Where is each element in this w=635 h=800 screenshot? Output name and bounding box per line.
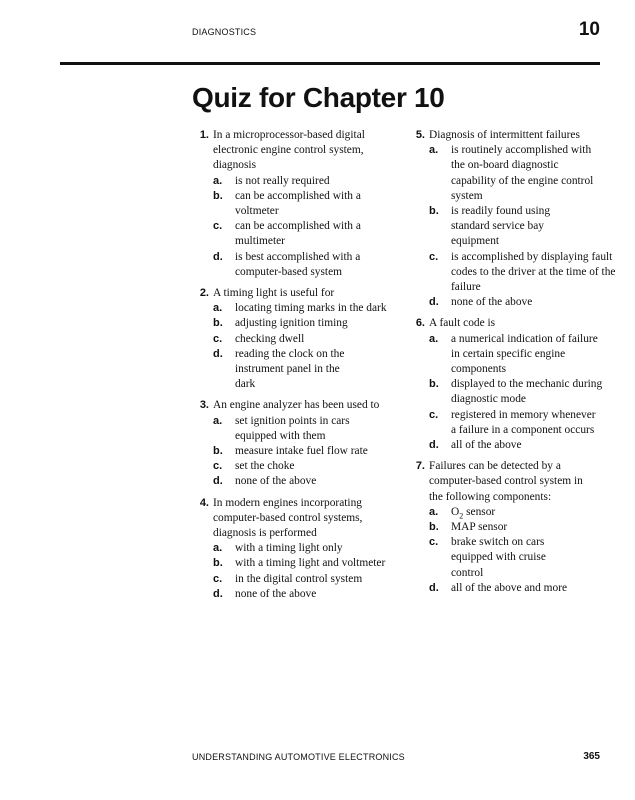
- answer-option: [429, 520, 589, 535]
- question-stem: Diagnosis of intermittent failures: [429, 129, 580, 141]
- quiz-column-left: [192, 128, 392, 608]
- option-letter: b.: [213, 445, 223, 458]
- question-number: 2.: [199, 287, 209, 300]
- option-text: with a timing light and voltmeter: [235, 557, 386, 570]
- option-text: locating timing marks in the dark: [235, 302, 387, 315]
- answer-option: [429, 535, 576, 581]
- question-3: [192, 398, 392, 489]
- option-letter: a.: [213, 414, 223, 427]
- option-text: none of the above: [451, 296, 533, 309]
- answer-option: [213, 250, 392, 280]
- option-letter: a.: [429, 505, 439, 518]
- option-text: adjusting ignition timing: [235, 317, 348, 330]
- question-stem: A timing light is useful for: [213, 287, 335, 300]
- answer-option: [429, 408, 601, 438]
- answer-option: [213, 572, 370, 587]
- answer-option: [213, 414, 392, 444]
- option-text: is readily found using standard service bay equipment: [451, 205, 551, 248]
- option-letter: d.: [213, 587, 223, 600]
- option-letter: d.: [213, 475, 223, 488]
- option-letter: b.: [429, 205, 439, 218]
- option-text: registered in memory whenever a failure in a component occurs: [451, 408, 596, 436]
- question-stem: A fault code is: [429, 317, 496, 330]
- option-text: can be accomplished with a multimeter: [235, 220, 361, 248]
- answer-option: [429, 250, 626, 296]
- answer-option: [213, 444, 383, 459]
- header-rule: [60, 62, 600, 65]
- option-letter: b.: [429, 521, 439, 534]
- option-text: reading the clock on the instrument panel in the dark: [235, 347, 345, 391]
- question-stem: In a microprocessor-based digital electronic engine control system, diagnosis: [213, 129, 365, 172]
- answer-option: [213, 474, 392, 489]
- answer-option: [213, 189, 392, 219]
- option-letter: d.: [429, 581, 439, 594]
- option-text: measure intake fuel flow rate: [235, 445, 368, 458]
- quiz-column-right: [408, 128, 616, 602]
- option-letter: c.: [429, 250, 439, 263]
- option-letter: b.: [213, 317, 223, 330]
- question-5: [408, 128, 616, 310]
- answer-option: [429, 143, 606, 204]
- answer-option: [429, 438, 604, 453]
- answer-option: [213, 459, 392, 474]
- option-letter: a.: [213, 302, 223, 315]
- question-1: [192, 128, 392, 280]
- answer-option: [429, 581, 626, 596]
- option-letter: a.: [429, 332, 439, 345]
- answer-option: [429, 332, 606, 378]
- page-title: Quiz for Chapter 10: [192, 82, 445, 113]
- option-text: set ignition points in cars equipped with them: [235, 414, 350, 442]
- option-text: displayed to the mechanic during diagnostic mode: [451, 378, 603, 406]
- option-letter: c.: [429, 536, 439, 549]
- option-text-rest: sensor: [463, 505, 496, 518]
- option-letter: d.: [429, 296, 439, 309]
- question-stem: An engine analyzer has been used to: [213, 399, 380, 412]
- option-letter: d.: [213, 347, 223, 360]
- option-text: is not really required: [235, 174, 330, 187]
- question-stem: Failures can be detected by a computer-based control system in the following components:: [429, 460, 583, 503]
- answer-option: [213, 174, 392, 189]
- option-letter: b.: [213, 557, 223, 570]
- option-text: checking dwell: [235, 332, 305, 345]
- option-text: all of the above: [451, 439, 522, 452]
- question-7: [408, 459, 589, 596]
- answer-option: [213, 316, 392, 331]
- answer-option: [429, 377, 606, 407]
- option-letter: a.: [213, 542, 223, 555]
- option-letter: b.: [429, 378, 439, 391]
- answer-option: [213, 332, 392, 347]
- answer-option: [213, 587, 392, 602]
- option-letter: c.: [213, 220, 223, 233]
- question-number: 3.: [199, 399, 209, 412]
- option-text: with a timing light only: [235, 542, 343, 555]
- running-head: DIAGNOSTICS: [192, 27, 257, 37]
- question-stem: In modern engines incorporating computer-based control systems, diagnosis is performed: [213, 496, 363, 540]
- option-letter: c.: [213, 332, 223, 345]
- answer-option: [429, 204, 576, 250]
- answer-option: [213, 301, 392, 316]
- option-text: a numerical indication of failure in certain specific engine components: [451, 332, 598, 376]
- chapter-number: 10: [578, 19, 600, 40]
- option-text: all of the above and more: [451, 581, 568, 594]
- option-text: is best accomplished with a computer-based system: [235, 250, 361, 278]
- answer-option: [429, 505, 589, 520]
- option-letter: b.: [213, 189, 223, 202]
- option-text: set the choke: [235, 460, 295, 473]
- option-text: none of the above: [235, 475, 317, 488]
- option-text: is routinely accomplished with the on-board diagnostic capability of the engine control system: [451, 144, 594, 202]
- answer-option: [213, 556, 392, 571]
- footer-book-title: UNDERSTANDING AUTOMOTIVE ELECTRONICS: [192, 752, 405, 762]
- option-letter: a.: [213, 174, 223, 187]
- answer-option: [213, 219, 392, 249]
- option-text-subscript: 2: [459, 511, 464, 521]
- option-text: brake switch on cars equipped with cruise control: [451, 536, 546, 579]
- question-number: 4.: [199, 496, 209, 509]
- option-letter: d.: [429, 439, 439, 452]
- answer-option: [213, 541, 392, 556]
- option-text: is accomplished by displaying fault codes to the driver at the time of the failure: [451, 250, 616, 294]
- answer-option: [213, 347, 353, 393]
- question-number: 7.: [415, 460, 425, 473]
- option-letter: c.: [429, 408, 439, 421]
- option-letter: d.: [213, 250, 223, 263]
- option-letter: c.: [213, 572, 223, 585]
- option-text: in the digital control system: [235, 572, 363, 585]
- question-number: 5.: [415, 129, 425, 141]
- question-number: 1.: [199, 129, 209, 141]
- question-6: [408, 316, 604, 453]
- option-text: MAP sensor: [451, 521, 508, 534]
- option-text: none of the above: [235, 587, 317, 600]
- question-4: [192, 496, 392, 602]
- option-letter: a.: [429, 144, 439, 157]
- page-number: 365: [583, 751, 600, 762]
- option-text: can be accomplished with a voltmeter: [235, 189, 361, 218]
- question-2: [192, 286, 392, 392]
- answer-option: [429, 295, 589, 310]
- option-letter: c.: [213, 460, 223, 473]
- option-text-main: O: [451, 505, 460, 518]
- question-number: 6.: [415, 317, 425, 330]
